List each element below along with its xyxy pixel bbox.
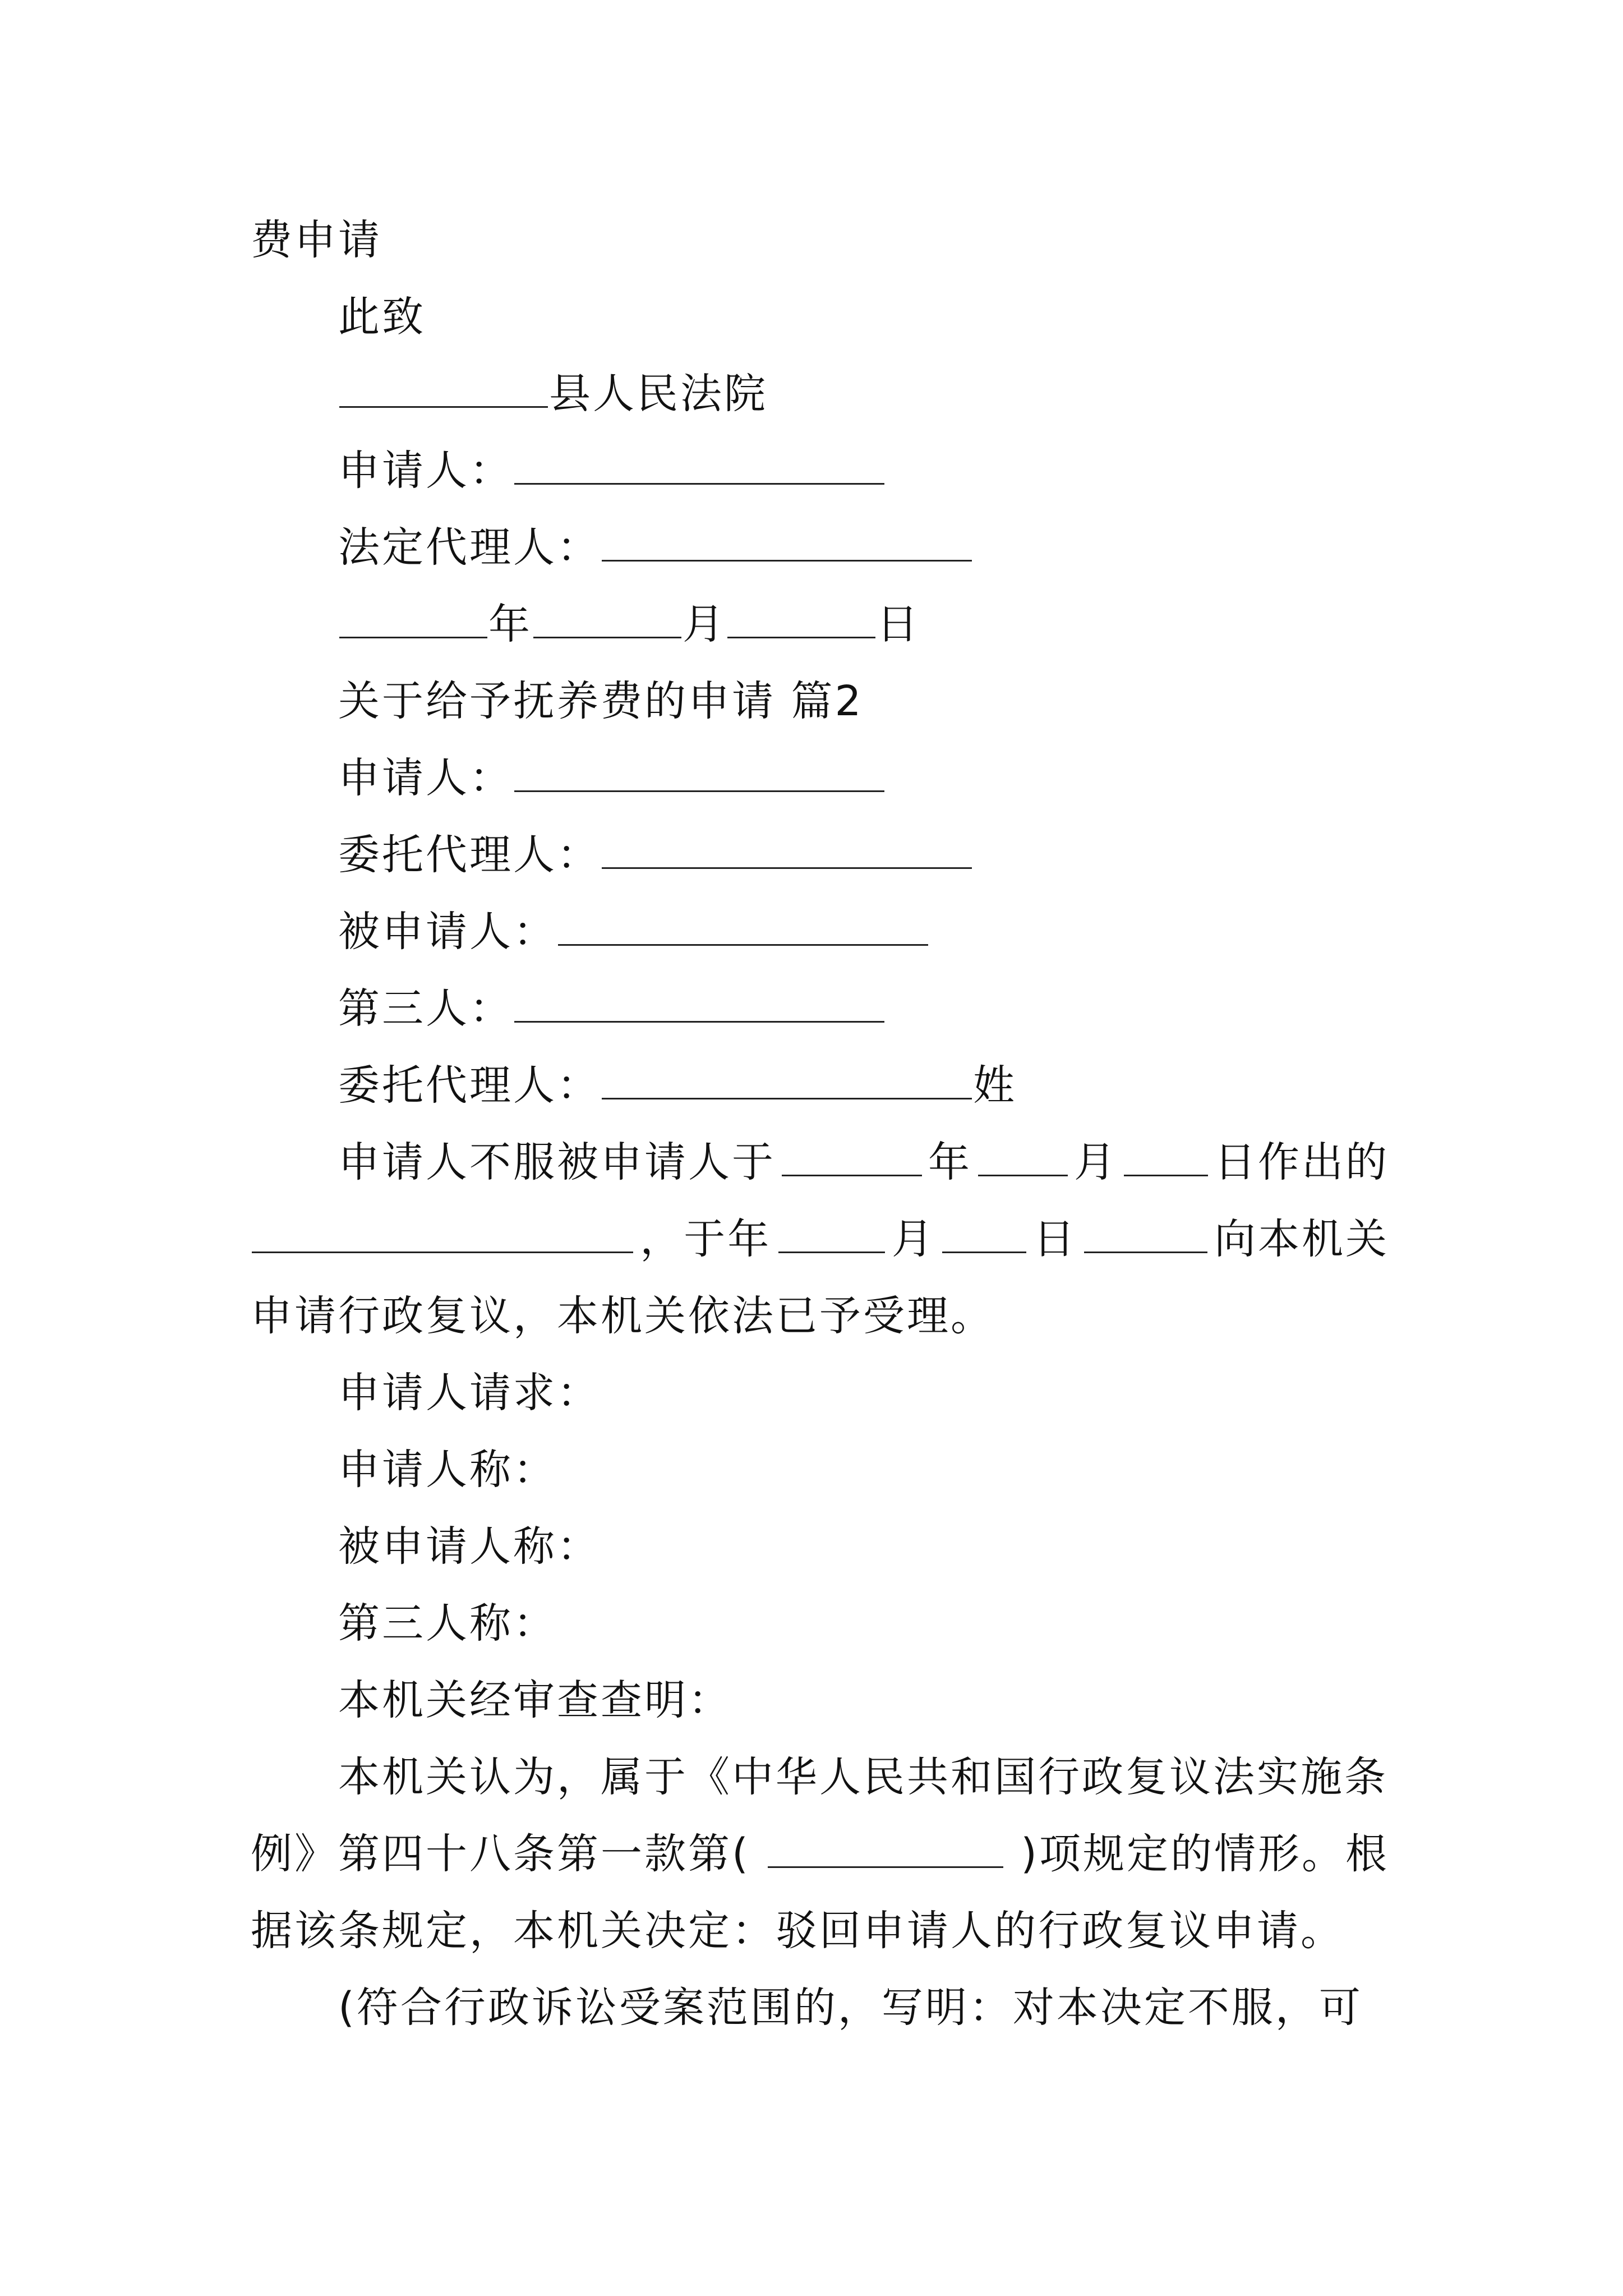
heading-text: 关于给予抚养费的申请 篇2 <box>338 677 864 725</box>
blank-underline <box>252 1211 633 1253</box>
blank-underline <box>558 904 928 946</box>
blank-underline <box>782 1134 922 1176</box>
blank-underline <box>514 750 884 792</box>
blank-underline <box>514 443 884 485</box>
blank-underline <box>602 827 972 869</box>
legal-agent-label: 法定代理人： <box>338 523 601 572</box>
text: 月 <box>1074 1138 1118 1186</box>
text-line <box>338 1595 557 1651</box>
text: 申请人不服被申请人于 <box>338 1138 776 1186</box>
paragraph-line <box>338 1980 1389 2036</box>
paragraph-line <box>338 1749 1389 1805</box>
text: 被申请人称： <box>338 1522 601 1571</box>
section-heading <box>338 673 864 729</box>
applicant-label: 申请人： <box>338 447 513 495</box>
blank-underline <box>942 1211 1026 1253</box>
text: 年 <box>928 1138 972 1186</box>
paragraph-line <box>251 1826 1389 1882</box>
text-line <box>338 1365 601 1421</box>
blank-underline <box>602 1057 972 1099</box>
respondent-line <box>338 904 929 960</box>
blank-underline <box>778 1211 885 1253</box>
text: 申请人请求： <box>338 1369 601 1417</box>
applicant-line <box>338 750 886 806</box>
text-line <box>251 1288 994 1344</box>
text: 第三人称： <box>338 1599 557 1648</box>
text-line <box>338 1519 601 1575</box>
text: )项规定的情形。根 <box>1021 1830 1389 1878</box>
blank-underline <box>339 596 487 638</box>
agent-line <box>338 827 973 883</box>
blank-underline <box>1124 1134 1208 1176</box>
text: 据该条规定，本机关决定：驳回申请人的行政复议申请。 <box>251 1907 1344 1955</box>
agent-label: 委托代理人： <box>338 1061 601 1110</box>
text-line <box>338 289 426 345</box>
text: 本机关认为，属于《中华人民共和国行政复议法实施条 <box>338 1753 1388 1801</box>
text: (符合行政诉讼受案范围的，写明：对本决定不服，可 <box>338 1984 1363 2032</box>
blank-underline <box>727 596 875 638</box>
text: 申请行政复议，本机关依法已予受理。 <box>251 1292 994 1340</box>
blank-underline <box>533 596 681 638</box>
third-party-line <box>338 981 886 1037</box>
day-label: 日 <box>877 600 920 648</box>
date-line <box>338 596 920 652</box>
text: 例》第四十八条第一款第( <box>251 1830 750 1878</box>
legal-agent-line <box>338 519 973 576</box>
paragraph-line <box>251 1211 1389 1267</box>
text-line <box>251 212 382 268</box>
blank-underline <box>602 519 972 562</box>
blank-underline <box>514 981 884 1023</box>
year-label: 年 <box>488 600 532 648</box>
text: 日作出的 <box>1214 1138 1389 1186</box>
text: 姓 <box>973 1061 1017 1110</box>
month-label: 月 <box>683 600 726 648</box>
respondent-label: 被申请人： <box>338 908 557 956</box>
addressee-court: 县人民法院 <box>549 370 768 418</box>
applicant-label: 申请人： <box>338 754 513 802</box>
text: 本机关经审查查明： <box>338 1676 732 1724</box>
paragraph-line <box>251 1903 1389 1959</box>
text: 日 <box>1033 1215 1077 1263</box>
text: 申请人称： <box>338 1446 557 1494</box>
third-party-label: 第三人： <box>338 984 513 1033</box>
blank-underline <box>978 1134 1068 1176</box>
text: 费申请 <box>251 216 382 264</box>
applicant-line <box>338 443 886 499</box>
paragraph-line <box>338 1134 1389 1190</box>
text-line <box>338 1442 557 1498</box>
addressee-line <box>338 366 768 422</box>
blank-underline <box>768 1826 1003 1868</box>
blank-underline <box>339 366 548 408</box>
text: 月 <box>891 1215 935 1263</box>
text: 向本机关 <box>1214 1215 1389 1263</box>
salutation: 此致 <box>338 293 426 341</box>
blank-underline <box>1084 1211 1207 1253</box>
text: ，于年 <box>640 1215 772 1263</box>
agent-line <box>338 1057 1017 1114</box>
agent-label: 委托代理人： <box>338 831 601 879</box>
text-line <box>338 1672 732 1728</box>
